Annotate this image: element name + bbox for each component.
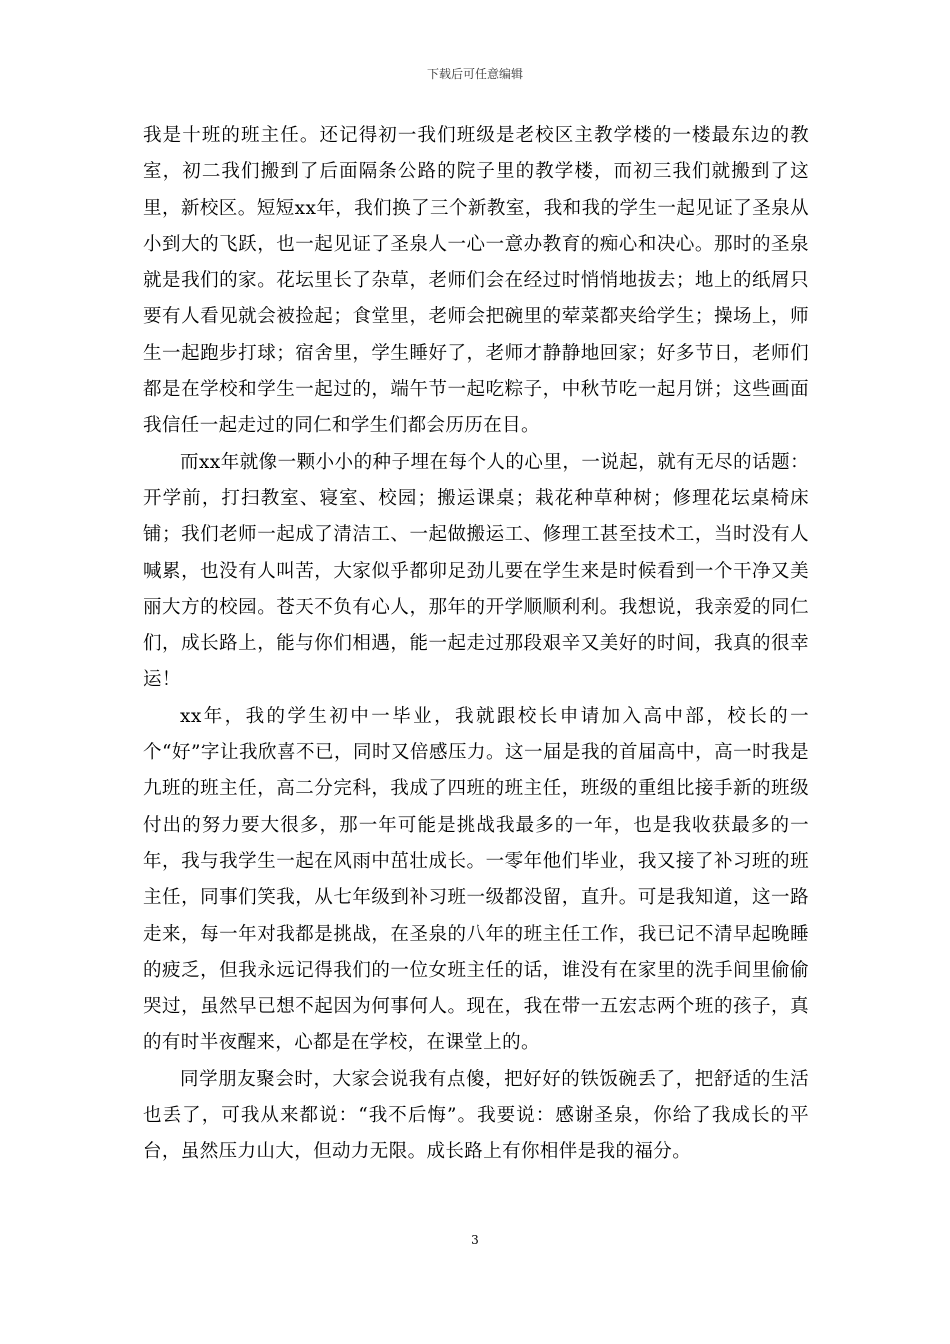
paragraph-3: xx年，我的学生初中一毕业，我就跟校长申请加入高中部，校长的一个“好”字让我欣喜不已，同时又倍感压力。这一届是我的首届高中，高一时我是九班的班主任，高二分完科，我成了四班的班主任，班级的重组比接手新的班级付出的努力要大很多，那一年可能是挑战我最多的一年，也是我收获最多的一年，我与我学生一起在风雨中茁壮成长。一零年他们毕业，我又接了补习班的班主任，同事们笑我，从七年级到补习班一级都没留，直升。可是我知道，这一路走来，每一年对我都是挑战，在圣泉的八年的班主任工作，我已记不清早起晚睡的疲乏，但我永远记得我们的一位女班主任的话，谁没有在家里的洗手间里偷偷哭过，虽然早已想不起因为何事何人。现在，我在带一五宏志两个班的孩子，真的有时半夜醒来，心都是在学校，在课堂上的。 [143, 705, 809, 1054]
paragraph-1: 我是十班的班主任。还记得初一我们班级是老校区主教学楼的一楼最东边的教室，初二我们搬到了后面隔条公路的院子里的教学楼，而初三我们就搬到了这里，新校区。短短xx年，我们换了三个新教室，我和我的学生一起见证了圣泉从小到大的飞跃，也一起见证了圣泉人一心一意办教育的痴心和决心。那时的圣泉就是我们的家。花坛里长了杂草，老师们会在经过时悄悄地拔去；地上的纸屑只要有人看见就会被捡起；食堂里，老师会把碗里的荤菜都夹给学生；操场上，师生一起跑步打球；宿舍里，学生睡好了，老师才静静地回家；好多节日，老师们都是在学校和学生一起过的，端午节一起吃粽子，中秋节吃一起月饼；这些画面我信任一起走过的同仁和学生们都会历历在目。 [143, 125, 809, 437]
page-header: 下载后可任意编辑 [426, 67, 523, 81]
page-number: 3 [471, 1233, 479, 1247]
document-body [143, 118, 809, 1171]
paragraph-2: 而xx年就像一颗小小的种子埋在每个人的心里，一说起，就有无尽的话题：开学前，打扫教室、寝室、校园；搬运课桌；栽花种草种树；修理花坛桌椅床铺；我们老师一起成了清洁工、一起做搬运工、修理工甚至技术工，当时没有人喊累，也没有人叫苦，大家似乎都卯足劲儿要在学生来是时候看到一个干净又美丽大方的校园。苍天不负有心人，那年的开学顺顺利利。我想说，我亲爱的同仁们，成长路上，能与你们相遇，能一起走过那段艰辛又美好的时间，我真的很幸运！ [143, 451, 809, 691]
paragraph-4: 同学朋友聚会时，大家会说我有点傻，把好好的铁饭碗丢了，把舒适的生活也丢了，可我从来都说：“我不后悔”。我要说：感谢圣泉，你给了我成长的平台，虽然压力山大，但动力无限。成长路上有你相伴是我的福分。 [143, 1068, 809, 1163]
